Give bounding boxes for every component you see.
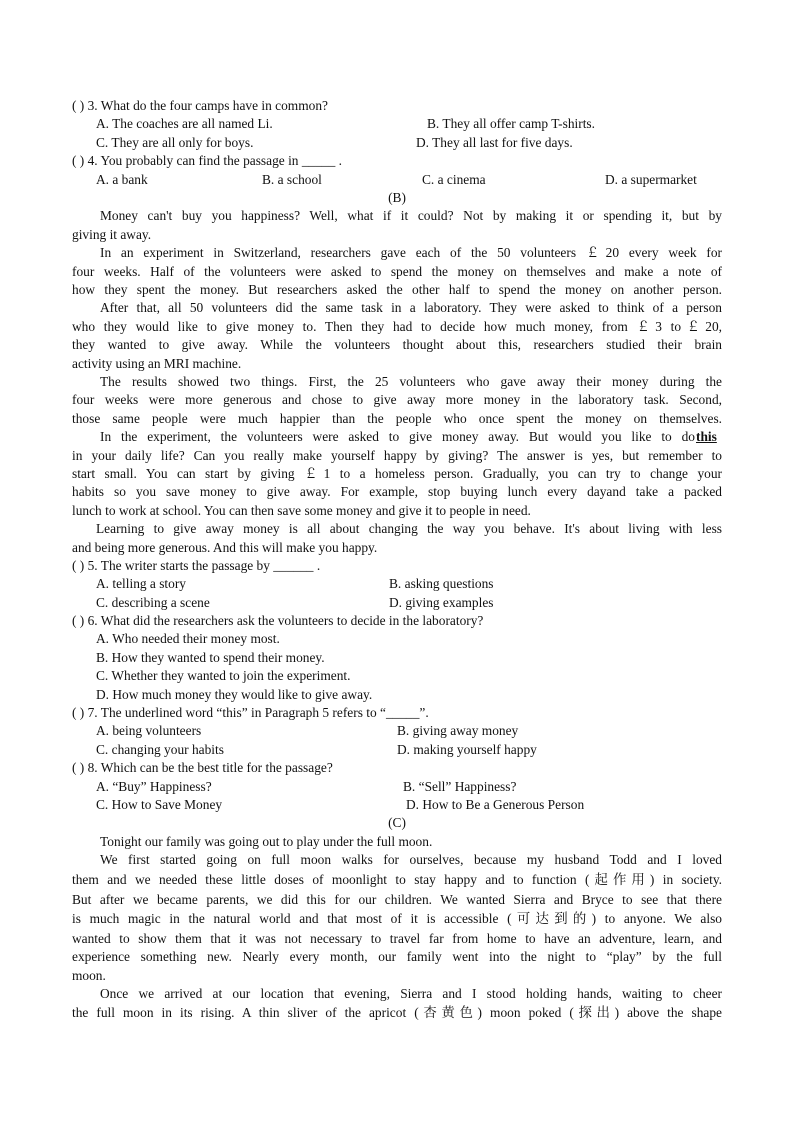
question-7-option-a: A. being volunteers (96, 723, 202, 738)
question-4-option-b: B. a school (262, 172, 322, 187)
question-7-option-d: D. making yourself happy (397, 742, 537, 757)
passage-b-line: lunch to work at school. You can then save some money and give it to people in need. (72, 503, 531, 518)
passage-b-line: giving it away. (72, 227, 152, 242)
question-3-option-c: C. They are all only for boys. (96, 135, 254, 150)
question-5-option-c: C. describing a scene (96, 595, 210, 610)
question-6-option-b: B. How they wanted to spend their money. (96, 650, 325, 665)
underlined-word-this (696, 428, 717, 446)
question-3-option-d: D. They all last for five days. (416, 135, 573, 150)
passage-c-line: experience something new. Nearly every month, our family went into the night to “play” by the full (72, 949, 722, 964)
passage-b-line: habits so you save money to give away. For example, stop buying lunch every dayand take a packed (72, 484, 722, 499)
passage-c-line: them and we needed these little doses of moonlight to stay happy and to function (起作用) in society. (72, 872, 722, 887)
question-5-stem: ( ) 5. The writer starts the passage by ______ . (72, 558, 321, 573)
passage-b-line: those same people were much happier than the people who once spent the money on themselves. (72, 411, 722, 426)
question-8-stem: ( ) 8. Which can be the best title for the passage? (72, 760, 333, 775)
question-6-stem: ( ) 6. What did the researchers ask the volunteers to decide in the laboratory? (72, 613, 484, 628)
question-7-option-c: C. changing your habits (96, 742, 224, 757)
passage-b-line: In an experiment in Switzerland, researchers gave each of the 50 volunteers ￡20 every week for (100, 245, 722, 260)
question-6-option-a: A. Who needed their money most. (96, 631, 280, 646)
question-8-option-b: B. “Sell” Happiness? (403, 779, 517, 794)
passage-b-line: Money can't buy you happiness? Well, what if it could? Not by making it or spending it, but by (100, 208, 722, 223)
question-7-stem: ( ) 7. The underlined word “this” in Paragraph 5 refers to “_____”. (72, 705, 429, 720)
passage-c-line: wanted to show them that it was not necessary to travel far from home to have an adventure, learn, and (72, 931, 722, 946)
question-5-option-b: B. asking questions (389, 576, 494, 591)
question-3-option-b: B. They all offer camp T-shirts. (427, 116, 595, 131)
section-c-heading: (C) (388, 815, 406, 830)
passage-c-line: is much magic in the natural world and that most of it is accessible (可达到的) to anyone. We also (72, 911, 722, 926)
passage-b-line: activity using an MRI machine. (72, 356, 242, 371)
underlined-this: this (696, 429, 717, 444)
question-5-option-a: A. telling a story (96, 576, 187, 591)
question-4-option-a: A. a bank (96, 172, 148, 187)
passage-b-line: four weeks were more generous and chose to give away more money in the laboratory task. Second, (72, 392, 722, 407)
question-8-option-c: C. How to Save Money (96, 797, 223, 812)
passage-c-line: Once we arrived at our location that evening, Sierra and I stood holding hands, waiting to cheer (100, 986, 722, 1001)
question-4-stem: ( ) 4. You probably can find the passage in _____ . (72, 153, 343, 168)
passage-c-line: moon. (72, 968, 106, 983)
question-6-option-d: D. How much money they would like to give away. (96, 687, 373, 702)
question-7-option-b: B. giving away money (397, 723, 519, 738)
passage-b-line: they wanted to give away. While the volunteers thought about this, researchers studied their brain (72, 337, 722, 352)
passage-b-line: In the experiment, the volunteers were asked to give money away. But would you like to do (100, 429, 695, 444)
passage-c-line: We first started going on full moon walks for ourselves, because my husband Todd and I loved (100, 852, 722, 867)
passage-b-line: The results showed two things. First, the 25 volunteers who gave away their money during the (100, 374, 722, 389)
passage-b-line: start small. You can start by giving ￡1 to a homeless person. Gradually, you can try to change your (72, 466, 722, 481)
question-4-option-d: D. a supermarket (605, 172, 697, 187)
passage-c-line: But after we became parents, we did this for our children. We wanted Sierra and Bryce to see that there (72, 892, 722, 907)
section-b-heading: (B) (388, 190, 406, 205)
passage-b-line: who they would like to give money to. Then they had to decide how much money, from ￡3 to￡20, (72, 319, 722, 334)
passage-b-line: and being more generous. And this will make you happy. (72, 540, 378, 555)
passage-c-line: Tonight our family was going out to play under the full moon. (100, 834, 433, 849)
passage-b-line: Learning to give away money is all about changing the way you behave. It's about living with less (96, 521, 722, 536)
question-6-option-c: C. Whether they wanted to join the experiment. (96, 668, 351, 683)
question-8-option-a: A. “Buy” Happiness? (96, 779, 212, 794)
question-8-option-d: D. How to Be a Generous Person (406, 797, 585, 812)
passage-b-line: how they spent the money. But researchers asked the other half to spend the money on another person. (72, 282, 722, 297)
question-3-stem: ( ) 3. What do the four camps have in common? (72, 98, 328, 113)
passage-c-line: the full moon in its rising. A thin sliver of the apricot (杏黄色) moon poked (探出) above the shape (72, 1005, 722, 1020)
passage-b-line: in your daily life? Can you really make yourself happy by giving? The answer is yes, but remember to (72, 448, 722, 463)
passage-b-line: After that, all 50 volunteers did the same task in a laboratory. They were asked to think of a person (100, 300, 722, 315)
question-4-option-c: C. a cinema (422, 172, 486, 187)
question-3-option-a: A. The coaches are all named Li. (96, 116, 273, 131)
question-5-option-d: D. giving examples (389, 595, 494, 610)
passage-b-line: four weeks. Half of the volunteers were asked to spend the money on themselves and make a note of (72, 264, 722, 279)
